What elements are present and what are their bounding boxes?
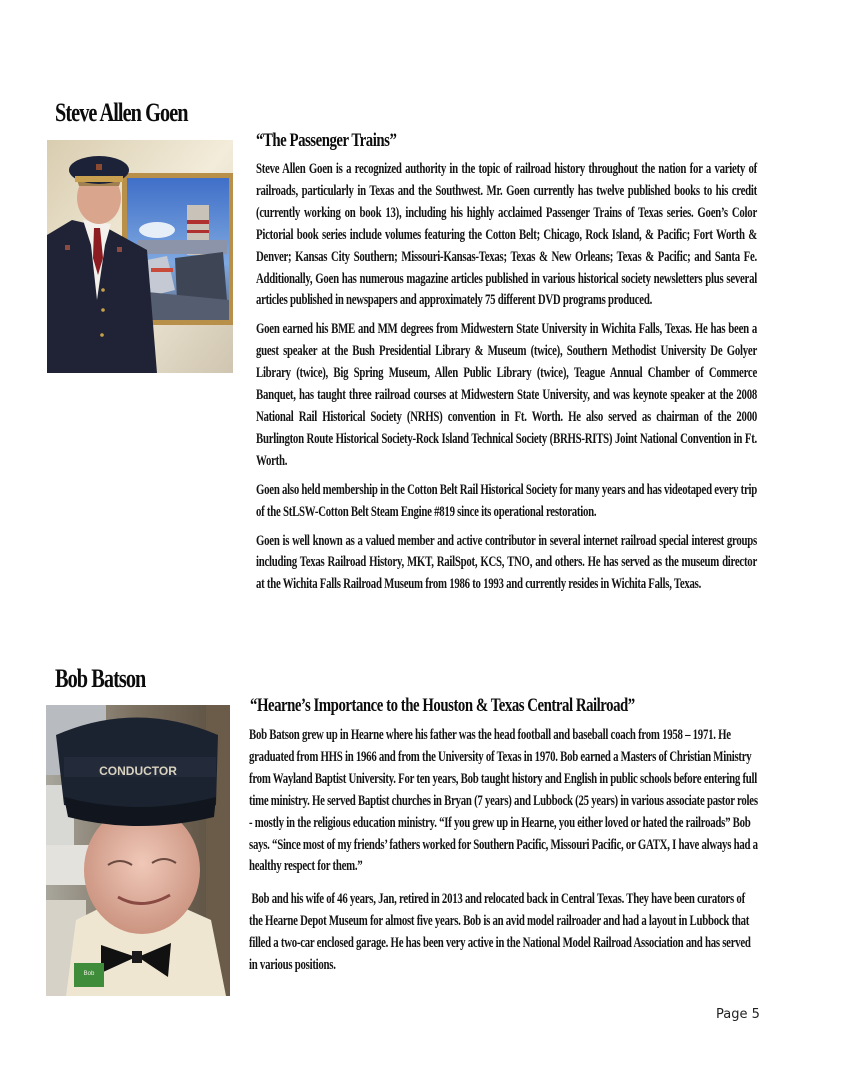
bio-paragraph: Goen is well known as a valued member and active contributor in several internet railroad special interest groups including Texas Railroad History, MKT, RailSpot, KCS, TNO, and others. He has served as the museum director at the Wichita Falls Railroad Museum from 1986 to 1993 and currently resides in Wichita Falls, Texas. <box>256 532 757 593</box>
bio-paragraph: Bob and his wife of 46 years, Jan, retired in 2013 and relocated back in Central Texas. They have been curators of the Hearne Depot Museum for almost five years. Bob is an avid model railroader and had a layout in Lubbock that filled a two-car enclosed garage. He has been very active in the National Model Railroad Association and has served in various positions. <box>249 891 754 974</box>
bio-paragraph: Goen earned his BME and MM degrees from Midwestern State University in Wichita Falls, Texas. He has been a guest speaker at the Bush Presidential Library & Museum (twice), Southern Methodist University De Golyer Library (twice), Big Spring Museum, Allen Public Library (twice), Teague Annual Chamber of Commerce Banquet, has taught three railroad courses at Midwestern State University, and was keynote speaker at the 2008 National Rail Historical Society (NRHS) convention in Ft. Worth. He also served as chairman of the 2000 Burlington Route Historical Society-Rock Island Technical Society (BRHS-RITS) Joint National Convention in Ft. Worth. <box>256 321 757 469</box>
page-number: Page 5 <box>716 1007 760 1022</box>
portrait-photo-icon <box>46 705 230 996</box>
bio-paragraph: Goen also held membership in the Cotton Belt Rail Historical Society for many years and has videotaped every trip of the StLSW-Cotton Belt Steam Engine #819 since its operational restoration. <box>256 481 757 520</box>
bio-paragraph: Steve Allen Goen is a recognized authority in the topic of railroad history throughout the nation for a variety of railroads, particularly in Texas and the Southwest. Mr. Goen currently has twelve published books to his credit (currently working on book 13), including his highly acclaimed Passenger Trains of Texas series. Goen’s Color Pictorial book series include volumes featuring the Cotton Belt; Chicago, Rock Island, & Pacific; Fort Worth & Denver; Kansas City Southern; Missouri-Kansas-Texas; Texas & New Orleans; Texas & Pacific; and Santa Fe. Additionally, Goen has numerous magazine articles published in various historical society newsletters plus several articles published in newspapers and approximately 75 different DVD programs produced. <box>256 161 757 309</box>
speaker-bio <box>256 159 757 603</box>
speaker-photo-goen <box>47 140 233 373</box>
speaker-photo-batson <box>46 705 230 996</box>
name-badge-text: Bob <box>83 971 95 977</box>
talk-title: “The Passenger Trains” <box>256 130 397 151</box>
cap-text: CONDUCTOR <box>99 764 177 778</box>
speaker-name-heading: Bob Batson <box>55 664 146 693</box>
bio-paragraph: Bob Batson grew up in Hearne where his father was the head football and baseball coach from 1958 – 1971. He graduated from HHS in 1966 and from the University of Texas in 1970. Bob earned a Masters of Christian Ministry from Wayland Baptist University. For ten years, Bob taught history and English in public schools before entering full time ministry. He served Baptist churches in Bryan (7 years) and Lubbock (25 years) in various associate pastor roles - mostly in the religious education ministry. “If you grew up in Hearne, you either loved or hated the railroads” Bob says. “Since most of my friends’ fathers worked for Southern Pacific, Missouri Pacific, or GATX, I have always had a healthy respect for them.” <box>249 727 758 875</box>
talk-title: “Hearne’s Importance to the Houston & Texas Central Railroad” <box>250 695 635 716</box>
speaker-name-heading: Steve Allen Goen <box>55 98 188 127</box>
speaker-bio <box>249 725 760 988</box>
portrait-photo-icon <box>47 140 233 373</box>
